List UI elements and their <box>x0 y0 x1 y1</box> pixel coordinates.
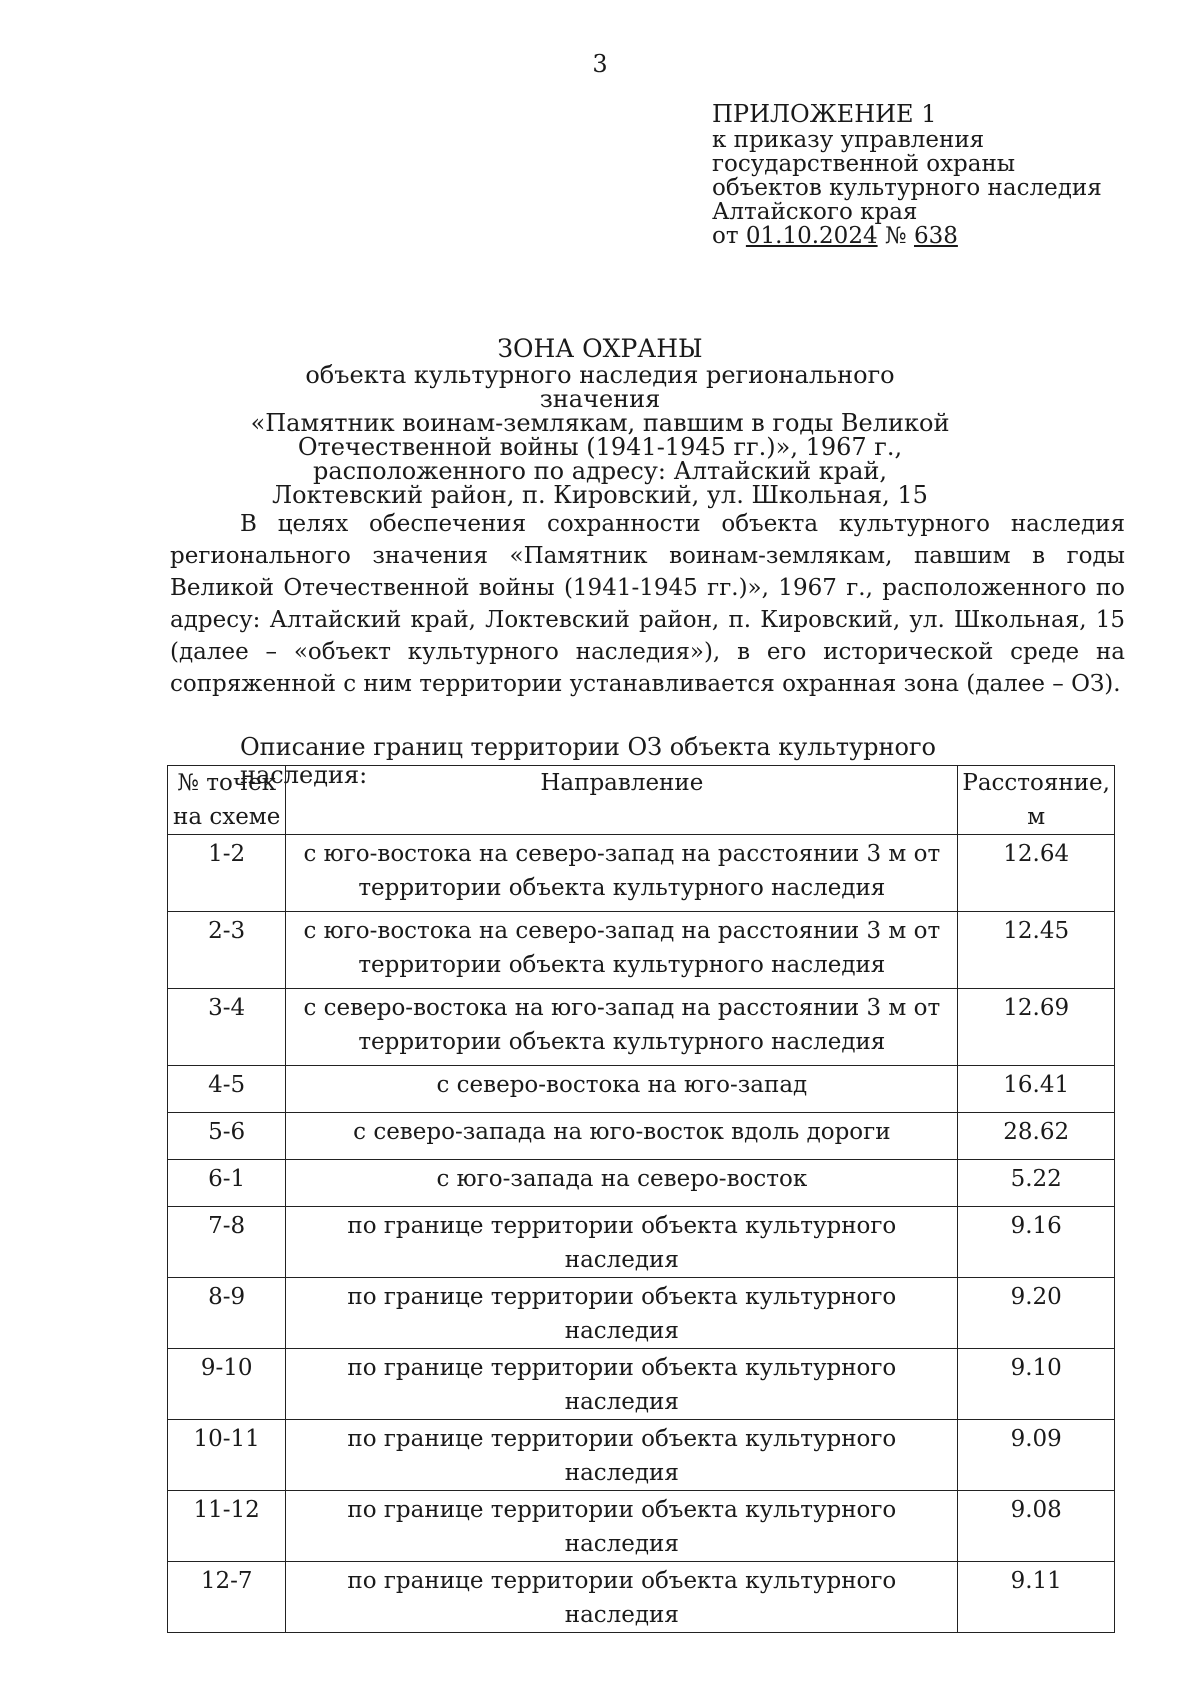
cell-points: 2-3 <box>168 912 286 989</box>
cell-direction: с юго-запада на северо-восток <box>286 1160 958 1207</box>
cell-distance: 12.64 <box>958 835 1115 912</box>
table-row <box>168 1207 1115 1278</box>
cell-points: 1-2 <box>168 835 286 912</box>
cell-direction: по границе территории объекта культурного наследия <box>286 1420 958 1491</box>
zone-title-line: «Памятник воинам-землякам, павшим в годы Великой <box>250 409 950 437</box>
cell-distance: 9.11 <box>958 1562 1115 1633</box>
zone-title-line: расположенного по адресу: Алтайский край, <box>313 457 887 485</box>
table-row <box>168 1420 1115 1491</box>
appendix-line: объектов культурного наследия <box>712 175 1102 201</box>
cell-direction: по границе территории объекта культурного наследия <box>286 1562 958 1633</box>
table-row <box>168 835 1115 912</box>
appendix-line: государственной охраны <box>712 151 1016 177</box>
cell-direction: с северо-востока на юго-запад на расстоянии 3 м от территории объекта культурного наследия <box>286 989 958 1066</box>
appendix-line: Алтайского края <box>712 199 918 225</box>
cell-points: 8-9 <box>168 1278 286 1349</box>
cell-points: 10-11 <box>168 1420 286 1491</box>
cell-distance: 9.16 <box>958 1207 1115 1278</box>
table-row <box>168 1349 1115 1420</box>
appendix-date-line <box>712 224 1152 248</box>
cell-distance: 9.08 <box>958 1491 1115 1562</box>
cell-points: 3-4 <box>168 989 286 1066</box>
header-distance: Расстояние, м <box>958 766 1115 835</box>
zone-title-line: объекта культурного наследия регионального значения <box>305 361 895 413</box>
table-caption: Описание границ территории ОЗ объекта культурного наследия: <box>240 733 936 789</box>
body-paragraph: В целях обеспечения сохранности объекта культурного наследия регионального значения «Памятник воинам-землякам, павшим в годы Великой Отечественной войны (1941-1945 гг.)», 1967 г., расположенного по адресу: Алтайский край, Локтевский район, п. Кировский, ул. Школьная, 15 (далее – «объект культурного наследия»), в его исторической среде на сопряженной с ним территории устанавливается охранная зона (далее – ОЗ). <box>170 511 1125 697</box>
cell-direction: по границе территории объекта культурного наследия <box>286 1349 958 1420</box>
cell-points: 5-6 <box>168 1113 286 1160</box>
zone-title-block <box>250 335 950 507</box>
table-row <box>168 1113 1115 1160</box>
cell-direction: с северо-востока на юго-запад <box>286 1066 958 1113</box>
table-header-row <box>168 766 1115 835</box>
table-row <box>168 989 1115 1066</box>
table-row <box>168 912 1115 989</box>
cell-distance: 12.45 <box>958 912 1115 989</box>
cell-direction: по границе территории объекта культурного наследия <box>286 1278 958 1349</box>
cell-direction: с юго-востока на северо-запад на расстоянии 3 м от территории объекта культурного наследия <box>286 912 958 989</box>
cell-distance: 28.62 <box>958 1113 1115 1160</box>
cell-points: 6-1 <box>168 1160 286 1207</box>
cell-distance: 5.22 <box>958 1160 1115 1207</box>
cell-distance: 9.20 <box>958 1278 1115 1349</box>
appendix-title: ПРИЛОЖЕНИЕ 1 <box>712 100 937 128</box>
table-row <box>168 1278 1115 1349</box>
order-number: 638 <box>913 223 958 249</box>
zone-title-line: Локтевский район, п. Кировский, ул. Школьная, 15 <box>272 481 928 509</box>
cell-direction: с юго-востока на северо-запад на расстоянии 3 м от территории объекта культурного наследия <box>286 835 958 912</box>
cell-distance: 12.69 <box>958 989 1115 1066</box>
table-row <box>168 1562 1115 1633</box>
order-date: 01.10.2024 <box>745 223 878 249</box>
table-row <box>168 1160 1115 1207</box>
zone-title-main: ЗОНА ОХРАНЫ <box>497 334 703 363</box>
table-row <box>168 1491 1115 1562</box>
cell-points: 9-10 <box>168 1349 286 1420</box>
appendix-line: к приказу управления <box>712 127 985 153</box>
cell-points: 11-12 <box>168 1491 286 1562</box>
cell-points: 4-5 <box>168 1066 286 1113</box>
header-direction: Направление <box>286 766 958 835</box>
cell-distance: 9.09 <box>958 1420 1115 1491</box>
number-prefix: № <box>877 223 914 249</box>
appendix-block <box>712 100 1152 248</box>
page-number: 3 <box>592 50 608 78</box>
date-prefix: от <box>712 223 746 249</box>
cell-points: 7-8 <box>168 1207 286 1278</box>
cell-points: 12-7 <box>168 1562 286 1633</box>
cell-direction: по границе территории объекта культурного наследия <box>286 1491 958 1562</box>
cell-distance: 9.10 <box>958 1349 1115 1420</box>
table-row <box>168 1066 1115 1113</box>
header-points: № точек на схеме <box>168 766 286 835</box>
cell-direction: по границе территории объекта культурного наследия <box>286 1207 958 1278</box>
zone-title-line: Отечественной войны (1941-1945 гг.)», 1967 г., <box>297 433 903 461</box>
boundaries-table <box>167 765 1115 1633</box>
cell-distance: 16.41 <box>958 1066 1115 1113</box>
cell-direction: с северо-запада на юго-восток вдоль дороги <box>286 1113 958 1160</box>
